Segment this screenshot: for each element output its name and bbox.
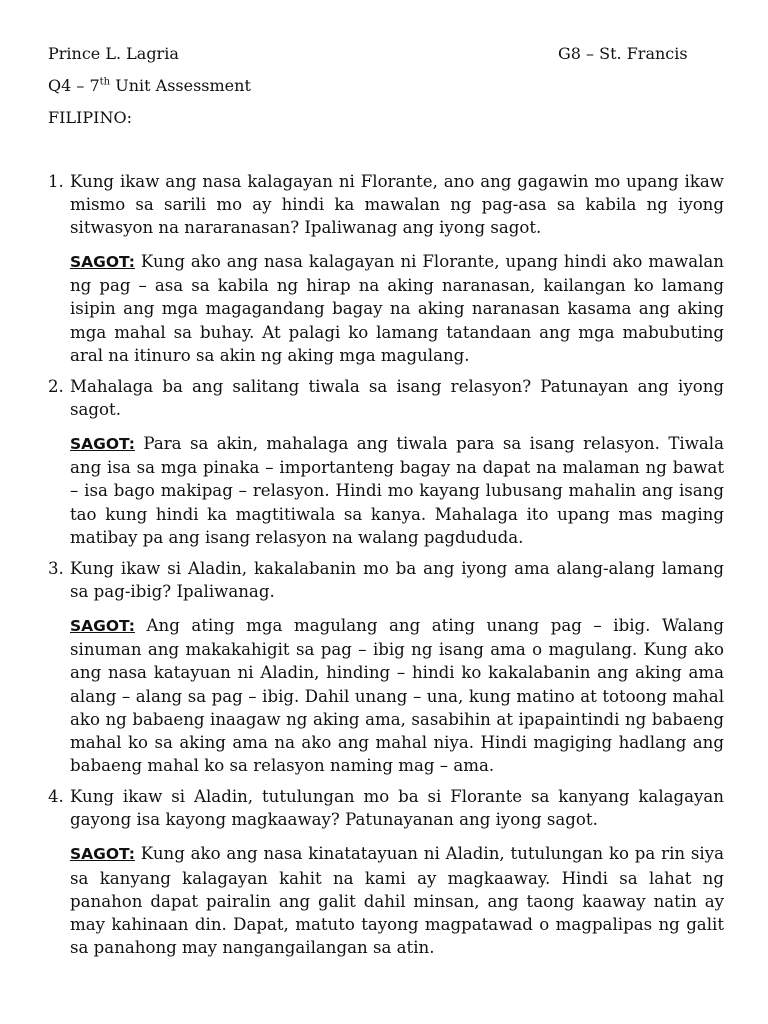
answer [70, 250, 724, 367]
question-number: 4. [48, 787, 64, 807]
student-name: Prince L. Lagria [48, 44, 179, 63]
assessment-title [48, 76, 251, 95]
question-text: Kung ikaw ang nasa kalagayan ni Florante, ano ang gagawin mo upang ikaw mismo sa sarili mo ay hindi ka mawalan ng pag-asa sa kabila ng iyong sitwasyon na nararanasan? Ipaliwanag ang iyong sagot. [70, 172, 724, 237]
question-text: Kung ikaw si Aladin, tutulungan mo ba si Florante sa kanyang kalagayan gayong isa kayong magkaaway? Patunayanan ang iyong sagot. [70, 787, 724, 830]
question-item [48, 375, 724, 549]
answer [70, 614, 724, 777]
answer-label: SAGOT: [70, 253, 135, 271]
question [48, 785, 724, 831]
answer-text: Kung ako ang nasa kinatatayuan ni Aladin, tutulungan ko pa rin siya sa kanyang kalagayan kahit na kami ay magkaaway. Hindi sa lahat ng panahon dapat pairalin ang galit dahil minsan, ang taong kaaway natin ay may kahinaan din. Dapat, matuto tayong magpatawad o magpalipas ng galit sa panahong may nangangailangan sa atin. [70, 844, 724, 958]
assessment-prefix: Q4 – 7 [48, 76, 100, 95]
question-number: 2. [48, 377, 64, 397]
answer [70, 842, 724, 959]
question-text: Kung ikaw si Aladin, kakalabanin mo ba ang iyong ama alang-alang lamang sa pag-ibig? Ipaliwanag. [70, 559, 724, 602]
assessment-suffix: Unit Assessment [110, 76, 251, 95]
answer-label: SAGOT: [70, 845, 135, 864]
grade-section: G8 – St. Francis [558, 44, 688, 63]
question-item [48, 170, 724, 367]
question [48, 170, 724, 239]
answer-text: Ang ating mga magulang ang ating unang pag – ibig. Walang sinuman ang makakahigit sa pag – ibig ng isang ama o magulang. Kung ako ang nasa katayuan ni Aladin, hinding – hindi ko kakalabanin ang aking ama alang – alang sa pag – ibig. Dahil unang – una, kung matino at totoong mahal ako ng babaeng inaagaw ng aking ama, sasabihin at ipapaintindi ng babaeng mahal ko sa aking ama na ako ang mahal niya. Hindi magiging hadlang ang babaeng mahal ko sa relasyon naming mag – ama. [70, 616, 724, 776]
question-text: Mahalaga ba ang salitang tiwala sa isang relasyon? Patunayan ang iyong sagot. [70, 377, 724, 420]
answer-text: Para sa akin, mahalaga ang tiwala para sa isang relasyon. Tiwala ang isa sa mga pinaka – importanteng bagay na dapat na malaman ng bawat – isa bago makipag – relasyon. Hindi mo kayang lubusang mahalin ang isang tao kung hindi ka magtitiwala sa kanya. Mahalaga ito upang mas maging matibay pa ang isang relasyon na walang pagdududa. [70, 434, 724, 547]
answer-label: SAGOT: [70, 435, 135, 454]
question-item [48, 785, 724, 959]
subject-label: FILIPINO: [48, 108, 132, 127]
question [48, 557, 724, 603]
answer-label: SAGOT: [70, 617, 135, 636]
answer [70, 432, 724, 549]
question-list [48, 170, 724, 967]
question [48, 375, 724, 421]
assessment-ordinal-suffix: th [99, 76, 111, 88]
question-number: 1. [48, 172, 64, 191]
question-item [48, 557, 724, 777]
question-number: 3. [48, 559, 64, 579]
answer-text: Kung ako ang nasa kalagayan ni Florante, upang hindi ako mawalan ng pag – asa sa kabila ng hirap na aking naranasan, kailangan ko lamang isipin ang mga magagandang bagay na aking naranasan kasama ang aking mga mahal sa buhay. At palagi ko lamang tatandaan ang mga mabubuting aral na itinuro sa akin ng aking mga magulang. [70, 252, 724, 365]
